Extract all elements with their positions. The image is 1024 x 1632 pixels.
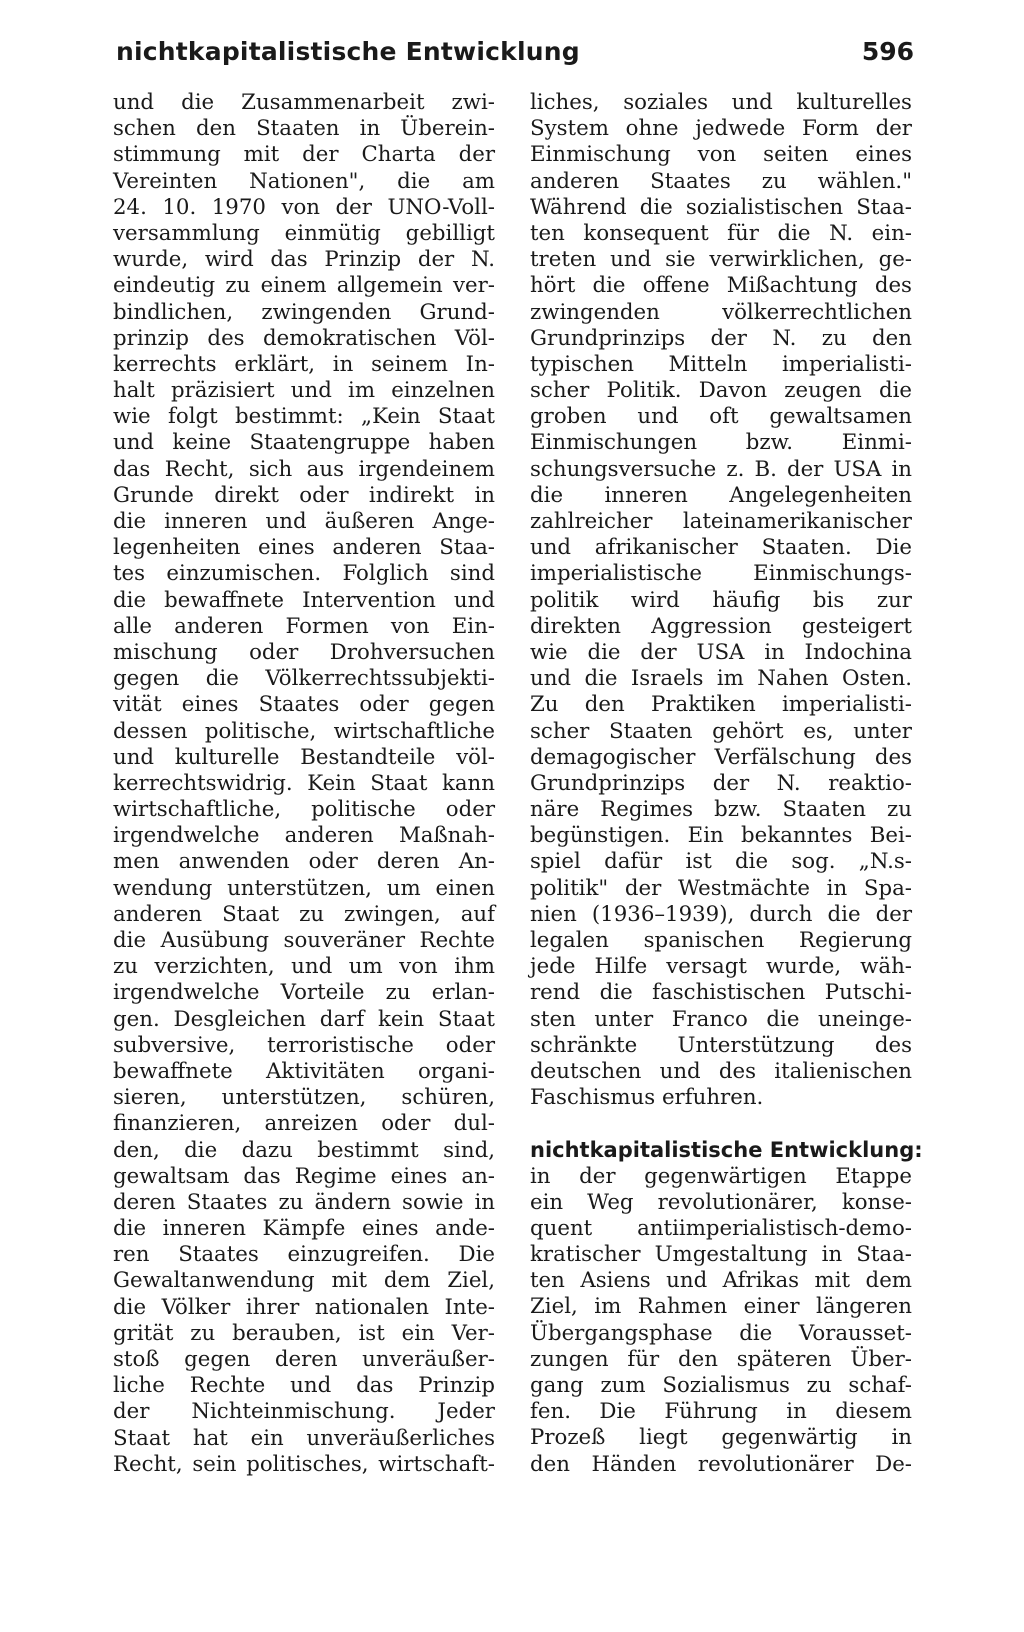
text-line: hört die offene Mißachtung des (530, 273, 912, 299)
text-line: schen den Staaten in Überein- (113, 116, 495, 142)
text-line: kerrechts erklärt, in seinem In- (113, 351, 495, 377)
text-line: liche Rechte und das Prinzip (113, 1373, 495, 1399)
text-line: subversive, terroristische oder (113, 1032, 495, 1058)
text-line: zahlreicher lateinamerikanischer (530, 509, 912, 534)
text-line: versammlung einmütig gebilligt (113, 220, 495, 246)
text-line: und kulturelle Bestandteile völ- (113, 744, 495, 770)
text-line: wendung unterstützen, um einen (113, 875, 495, 901)
text-line: zwingenden völkerrechtlichen (530, 299, 912, 325)
text-line: ren Staates einzugreifen. Die (113, 1242, 495, 1268)
text-line: Übergangsphase die Vorausset- (530, 1320, 912, 1346)
page-number: 596 (861, 37, 914, 66)
text-line: wie folgt bestimmt: „Kein Staat (113, 404, 495, 430)
text-line: alle anderen Formen von Ein- (113, 613, 495, 639)
text-line: stoß gegen deren unveräußer- (113, 1347, 495, 1372)
text-line: schungsversuche z. B. der USA in (530, 456, 912, 482)
text-line: vität eines Staates oder gegen (113, 692, 495, 718)
text-line: groben und oft gewaltsamen (530, 404, 912, 430)
text-line: begünstigen. Ein bekanntes Bei- (530, 823, 912, 849)
text-line: sten unter Franco die uneinge- (530, 1006, 912, 1032)
text-line: quent antiimperialistisch-demo- (530, 1215, 912, 1241)
text-line: rend die faschistischen Putschi- (530, 980, 912, 1006)
text-line: legalen spanischen Regierung (530, 928, 912, 953)
text-line: die inneren Kämpfe eines ande- (113, 1216, 495, 1242)
text-line: ten Asiens und Afrikas mit dem (530, 1268, 912, 1294)
text-line: ein Weg revolutionärer, konse- (530, 1189, 912, 1215)
text-line: der Nichteinmischung. Jeder (113, 1399, 495, 1425)
text-line: bindlichen, zwingenden Grund- (113, 299, 495, 325)
text-line: und keine Staatengruppe haben (113, 430, 495, 456)
text-line: die Völker ihrer nationalen Inte- (113, 1294, 495, 1320)
text-line: fen. Die Führung in diesem (530, 1399, 912, 1425)
text-line: Während die sozialistischen Staa- (530, 194, 912, 220)
text-line: Zu den Praktiken imperialisti- (530, 692, 912, 718)
text-line: scher Staaten gehört es, unter (530, 718, 912, 744)
text-line: bewaffnete Aktivitäten organi- (113, 1058, 495, 1084)
text-line: Faschismus erfuhren. (530, 1085, 764, 1111)
text-line: Einmischung von seiten eines (530, 142, 912, 168)
text-line: Staat hat ein unveräußerliches (113, 1425, 495, 1451)
text-line: deren Staates zu ändern sowie in (113, 1189, 495, 1215)
text-line: die inneren und äußeren Ange- (113, 509, 495, 534)
text-line: halt präzisiert und im einzelnen (113, 378, 495, 404)
text-line: wurde, wird das Prinzip der N. (113, 247, 495, 273)
text-line: imperialistische Einmischungs- (530, 561, 912, 587)
text-line: Grundprinzips der N. reaktio- (530, 770, 912, 796)
text-line: prinzip des demokratischen Völ- (113, 325, 495, 351)
text-line: jede Hilfe versagt wurde, wäh- (530, 954, 912, 980)
text-line: den Händen revolutionärer De- (530, 1451, 912, 1477)
text-line: 24. 10. 1970 von der UNO-Voll- (113, 194, 495, 220)
text-line: und die Zusammenarbeit zwi- (113, 90, 495, 115)
text-line: eindeutig zu einem allgemein ver- (113, 273, 495, 299)
text-line: anderen Staat zu zwingen, auf (113, 901, 495, 927)
text-line: politik" der Westmächte in Spa- (530, 875, 912, 901)
running-head (116, 32, 914, 72)
text-line: men anwenden oder deren An- (113, 849, 495, 875)
text-line: demagogischer Verfälschung des (530, 744, 912, 770)
text-line: kerrechtswidrig. Kein Staat kann (113, 770, 495, 796)
text-line: Einmischungen bzw. Einmi- (530, 430, 912, 456)
text-line: gang zum Sozialismus zu schaf- (530, 1373, 912, 1398)
text-line: in der gegenwärtigen Etappe (530, 1163, 912, 1189)
text-line: Recht, sein politisches, wirtschaft- (113, 1451, 495, 1477)
left-column (113, 90, 495, 1478)
text-line: irgendwelche Vorteile zu erlan- (113, 980, 495, 1006)
text-line: sieren, unterstützen, schüren, (113, 1085, 495, 1111)
text-line: die bewaffnete Intervention und (113, 587, 495, 613)
text-line: Gewaltanwendung mit dem Ziel, (113, 1268, 495, 1294)
text-line: Ziel, im Rahmen einer längeren (530, 1294, 912, 1320)
entry-separator (530, 1111, 912, 1137)
text-line: und afrikanischer Staaten. Die (530, 535, 912, 561)
text-line: zu verzichten, und um von ihm (113, 954, 495, 980)
text-line: und die Israels im Nahen Osten. (530, 666, 912, 692)
text-line: schränkte Unterstützung des (530, 1032, 912, 1058)
text-line: Vereinten Nationen", die am (113, 168, 495, 194)
text-line: Prozeß liegt gegenwärtig in (530, 1425, 912, 1451)
text-line: tes einzumischen. Folglich sind (113, 561, 495, 587)
entry-headword-line (530, 1137, 923, 1163)
text-line: zungen für den späteren Über- (530, 1346, 912, 1372)
text-line: direkten Aggression gesteigert (530, 613, 912, 639)
text-line: legenheiten eines anderen Staa- (113, 535, 495, 561)
text-line: Grunde direkt oder indirekt in (113, 482, 495, 508)
text-line: wirtschaftliche, politische oder (113, 797, 495, 823)
text-line: finanzieren, anreizen oder dul- (113, 1111, 495, 1137)
text-line: ten konsequent für die N. ein- (530, 220, 912, 246)
entry-headword: nichtkapitalistische Entwicklung: (530, 1138, 923, 1163)
text-line: kratischer Umgestaltung in Staa- (530, 1242, 912, 1268)
text-line: deutschen und des italienischen (530, 1058, 912, 1084)
text-line: Grundprinzips der N. zu den (530, 325, 912, 351)
right-column (530, 90, 923, 1478)
text-line: gen. Desgleichen darf kein Staat (113, 1006, 495, 1032)
text-line: wie die der USA in Indochina (530, 639, 912, 665)
text-line: nien (1936–1939), durch die der (530, 901, 912, 927)
text-line: irgendwelche anderen Maßnah- (113, 823, 495, 849)
text-line: das Recht, sich aus irgendeinem (113, 456, 495, 482)
text-line: treten und sie verwirklichen, ge- (530, 247, 912, 273)
running-title: nichtkapitalistische Entwicklung (116, 37, 580, 66)
text-line: die inneren Angelegenheiten (530, 482, 912, 508)
text-line: dessen politische, wirtschaftliche (113, 718, 495, 744)
text-line: politik wird häufig bis zur (530, 587, 912, 613)
text-line: stimmung mit der Charta der (113, 142, 495, 168)
text-line: anderen Staates zu wählen." (530, 168, 912, 194)
text-line: den, die dazu bestimmt sind, (113, 1137, 495, 1163)
text-line: die Ausübung souveräner Rechte (113, 928, 495, 953)
text-line: gewaltsam das Regime eines an- (113, 1163, 495, 1189)
text-line: mischung oder Drohversuchen (113, 639, 495, 665)
text-line: näre Regimes bzw. Staaten zu (530, 797, 912, 823)
text-line: typischen Mitteln imperialisti- (530, 351, 912, 377)
text-line: grität zu berauben, ist ein Ver- (113, 1320, 495, 1346)
text-line: liches, soziales und kulturelles (530, 90, 912, 115)
text-line: System ohne jedwede Form der (530, 116, 912, 142)
text-line: scher Politik. Davon zeugen die (530, 378, 912, 404)
text-line: gegen die Völkerrechtssubjekti- (113, 666, 495, 692)
text-line: spiel dafür ist die sog. „N.s- (530, 849, 912, 875)
